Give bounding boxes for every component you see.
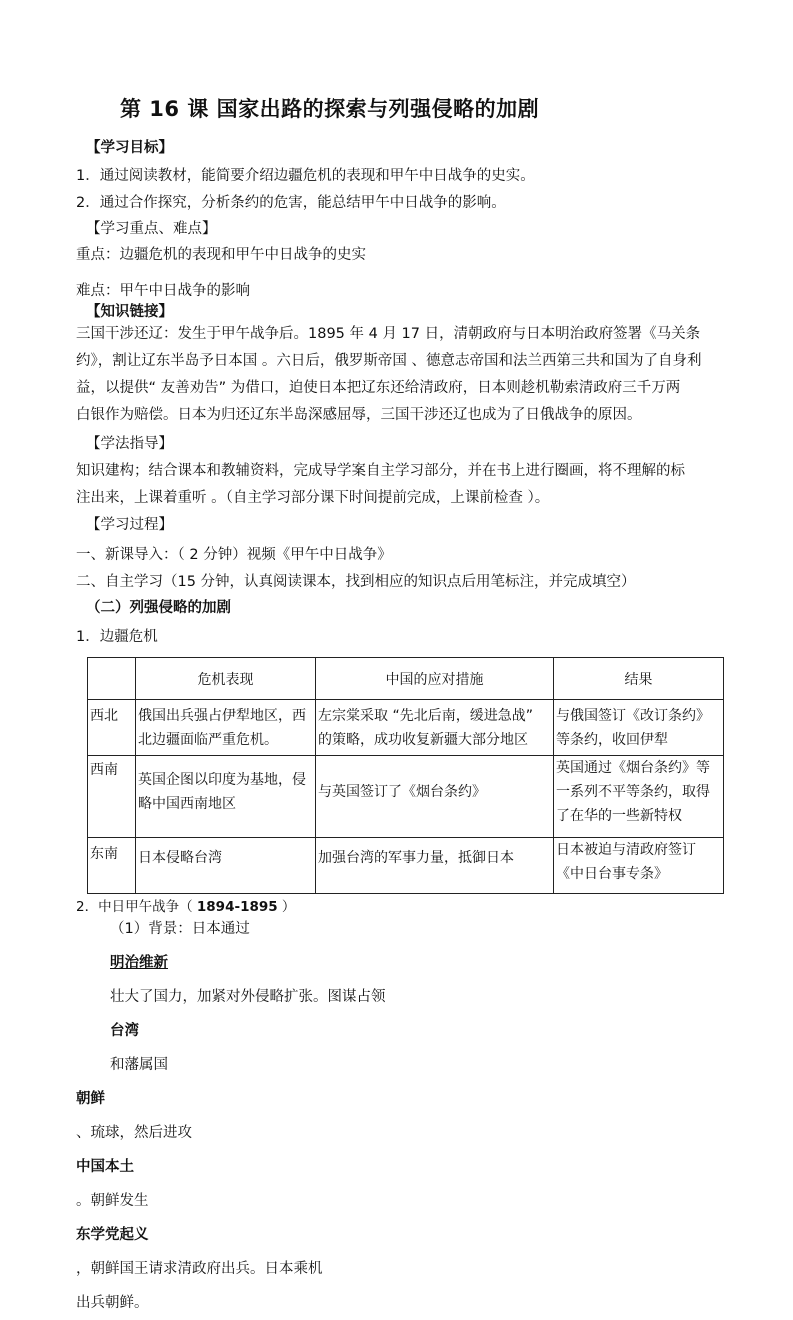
response-cell [316, 756, 554, 838]
cell-text: 英国企图以印度为基地，侵 [138, 772, 306, 788]
bg-text: 、琉球，然后进攻 [76, 1125, 192, 1141]
method-line: 知识建构；结合课本和教辅资料，完成导学案自主学习部分，并在书上进行圈画，将不理解的标 [76, 463, 685, 479]
sub-heading-2-suffix: ） [277, 899, 296, 915]
cell-text: 加强台湾的军事力量，抵御日本 [318, 850, 514, 866]
response-cell [316, 700, 554, 756]
header-cell: 结果 [554, 658, 724, 700]
crisis-cell [136, 700, 316, 756]
knowledge-heading: 【知识链接】 [86, 304, 173, 320]
bg-text: 和藩属国 [110, 1057, 168, 1073]
objective-1: 1．通过阅读教材，能简要介绍边疆危机的表现和甲午中日战争的史实。 [76, 168, 535, 184]
bg-text: 。朝鲜发生 [76, 1193, 149, 1209]
bg-keyword: 明治维新 [110, 955, 168, 971]
focus-text: 重点：边疆危机的表现和甲午中日战争的史实 [76, 247, 366, 263]
cell-text: 日本侵略台湾 [138, 850, 222, 866]
bg-keyword: 东学党起义 [76, 1227, 149, 1243]
result-cell [554, 838, 724, 894]
method-line: 注出来，上课着重听 。（自主学习部分课下时间提前完成，上课前检查 ）。 [76, 490, 550, 506]
difficulty-text: 难点：甲午中日战争的影响 [76, 283, 250, 299]
cell-text: 的策略，成功收复新疆大部分地区 [318, 732, 528, 748]
table-row [88, 700, 724, 756]
cell-text: 英国通过《烟台条约》等 [556, 760, 710, 776]
table-row [88, 756, 724, 838]
header-cell: 危机表现 [136, 658, 316, 700]
response-cell [316, 838, 554, 894]
knowledge-line: 益，以提供“ 友善劝告” 为借口，迫使日本把辽东还给清政府，日本则趁机勒索清政府三千万两 [76, 380, 681, 396]
method-heading: 【学法指导】 [86, 436, 173, 452]
cell-text: 与俄国签订《改订条约》 [556, 708, 710, 724]
crisis-cell [136, 756, 316, 838]
crisis-cell [136, 838, 316, 894]
cell-text: 一系列不平等条约，取得 [556, 784, 710, 800]
region-cell: 西南 [88, 756, 136, 838]
result-cell [554, 700, 724, 756]
background-line-3: 出兵朝鲜。 [76, 1295, 149, 1311]
cell-text: 日本被迫与清政府签订 [556, 842, 696, 858]
section-heading: （二）列强侵略的加剧 [86, 600, 231, 616]
bg-text: （1）背景：日本通过 [110, 921, 250, 937]
bg-keyword: 朝鲜 [76, 1091, 105, 1107]
step-1: 一、新课导入：（ 2 分钟）视频《甲午中日战争》 [76, 547, 392, 563]
cell-text: 等条约，收回伊犁 [556, 732, 668, 748]
method-paragraph [76, 458, 724, 512]
cell-text: 《中日台事专条》 [556, 866, 668, 882]
knowledge-line: 白银作为赔偿。日本为归还辽东半岛深感屈辱，三国干涉还辽也成为了日俄战争的原因。 [76, 407, 642, 423]
step-2: 二、自主学习（15 分钟，认真阅读课本，找到相应的知识点后用笔标注，并完成填空） [76, 574, 636, 590]
sub-heading-1: 1．边疆危机 [76, 629, 158, 645]
cell-text: 了在华的一些新特权 [556, 808, 682, 824]
cell-text: 左宗棠采取 “先北后南，缓进急战” [318, 708, 533, 724]
cell-text: 北边疆面临严重危机。 [138, 732, 278, 748]
region-cell: 东南 [88, 838, 136, 894]
table-header-row [88, 658, 724, 700]
objective-2: 2．通过合作探究，分析条约的危害，能总结甲午中日战争的影响。 [76, 195, 506, 211]
background-paragraph [76, 912, 724, 1320]
bg-keyword: 台湾 [110, 1023, 139, 1039]
sub-heading-2-years: 1894-1895 [196, 899, 278, 915]
knowledge-line: 三国干涉还辽：发生于甲午战争后。1895 年 4 月 17 日，清朝政府与日本明治政府签署《马关条 [76, 326, 701, 342]
header-cell [88, 658, 136, 700]
focus-heading: 【学习重点、难点】 [86, 221, 217, 237]
knowledge-paragraph [76, 321, 724, 429]
bg-text: ，朝鲜国王请求清政府出兵。日本乘机 [76, 1261, 323, 1277]
table-row [88, 838, 724, 894]
cell-text: 俄国出兵强占伊犁地区，西 [138, 708, 306, 724]
frontier-crisis-table [87, 657, 724, 894]
lesson-title: 第 16 课 国家出路的探索与列强侵略的加剧 [120, 97, 540, 121]
header-cell: 中国的应对措施 [316, 658, 554, 700]
objectives-heading: 【学习目标】 [86, 140, 173, 156]
cell-text: 略中国西南地区 [138, 796, 236, 812]
bg-keyword: 中国本土 [76, 1159, 134, 1175]
process-heading: 【学习过程】 [86, 517, 173, 533]
background-line-2 [76, 1082, 724, 1286]
knowledge-line: 约》，割让辽东半岛予日本国 。六日后，俄罗斯帝国 、德意志帝国和法兰西第三共和国为了自身利 [76, 353, 702, 369]
bg-text: 壮大了国力，加紧对外侵略扩张。图谋占领 [110, 989, 386, 1005]
sub-heading-2-prefix: 2．中日甲午战争（ [76, 899, 197, 915]
cell-text: 与英国签订了《烟台条约》 [318, 784, 486, 800]
region-cell: 西北 [88, 700, 136, 756]
result-cell [554, 756, 724, 838]
background-line-1 [76, 912, 724, 1082]
